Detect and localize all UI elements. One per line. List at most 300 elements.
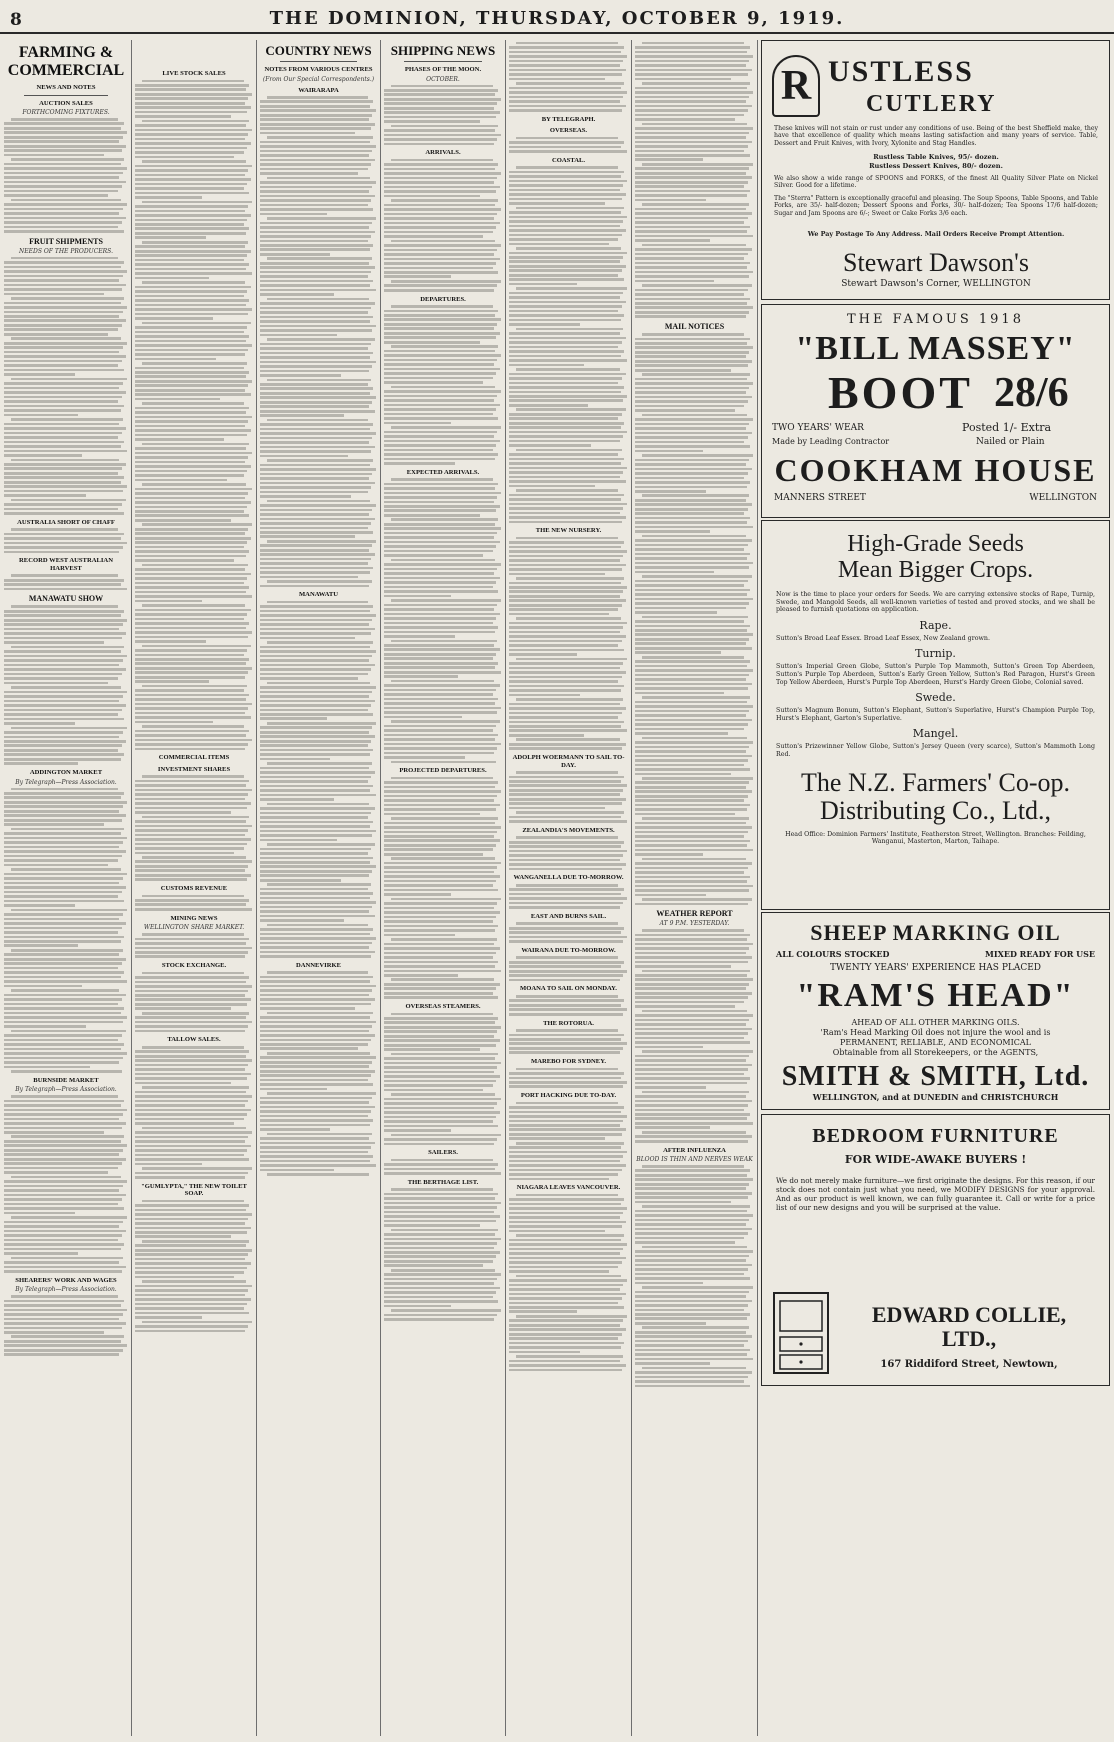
text-line	[4, 762, 78, 765]
text-line	[509, 725, 621, 728]
rustless-price-2: Rustless Dessert Knives, 80/- dozen.	[869, 162, 1003, 170]
text-line	[260, 311, 368, 314]
text-line	[135, 1055, 246, 1058]
text-line	[635, 795, 748, 798]
text-line	[4, 650, 121, 653]
text-line	[135, 111, 247, 114]
oil-right: MIXED READY FOR USE	[985, 949, 1095, 959]
text-line	[384, 1030, 497, 1033]
text-line	[135, 1136, 248, 1139]
text-line	[260, 1088, 327, 1091]
text-line	[260, 1007, 355, 1010]
text-line	[509, 332, 620, 335]
text-line	[509, 69, 626, 72]
text-line	[516, 537, 618, 540]
text-line	[384, 168, 495, 171]
text-line	[509, 260, 620, 263]
text-line	[391, 85, 492, 88]
text-line	[384, 253, 494, 256]
text-line	[384, 974, 458, 977]
text-line	[516, 42, 618, 45]
text-line	[135, 1253, 248, 1256]
text-line	[135, 393, 251, 396]
text-line	[509, 1221, 626, 1224]
text-line	[642, 929, 744, 932]
text-line	[11, 118, 118, 121]
bm-line-2: "BILL MASSEY"	[795, 330, 1076, 367]
text-line	[135, 820, 246, 823]
text-line	[635, 1095, 746, 1098]
text-line	[509, 1306, 624, 1309]
text-line	[260, 989, 372, 992]
bm-line-1: THE FAMOUS 1918	[847, 312, 1024, 327]
text-line	[135, 268, 246, 271]
text-line	[260, 623, 369, 626]
text-line	[260, 365, 372, 368]
text-line	[384, 422, 451, 425]
text-line	[635, 154, 750, 157]
text-line	[635, 719, 752, 722]
text-line	[4, 695, 123, 698]
text-line	[384, 111, 500, 114]
text-line	[384, 1291, 496, 1294]
text-line	[509, 555, 623, 558]
text-line	[260, 1061, 372, 1064]
text-line	[384, 116, 496, 119]
article-body	[4, 257, 128, 515]
text-line	[260, 700, 375, 703]
text-line	[509, 229, 626, 232]
text-line	[384, 390, 501, 393]
article-body	[509, 884, 628, 909]
text-line	[509, 494, 624, 497]
text-line	[391, 345, 498, 348]
text-line	[384, 595, 451, 598]
text-line	[509, 234, 622, 237]
text-line	[384, 138, 497, 141]
text-line	[267, 971, 368, 974]
text-line	[384, 177, 497, 180]
rustless-body-3: The "Sterra" Pattern is exceptionally graceful and pleasing. The Soup Spoons, Table Spoons, and Table Forks, are 35/- half-dozen; Dessert Spoons and Forks, 30/- half-dozen; Tea Spoons 17/6 half-dozen; Sugar and Jam Spoons are 6/-; Sweet or Cake Forks 3/6 each.	[774, 195, 1098, 217]
text-line	[509, 269, 622, 272]
text-line	[4, 328, 118, 331]
text-line	[4, 306, 127, 309]
text-line	[635, 190, 750, 193]
text-line	[635, 755, 752, 758]
text-line	[4, 700, 119, 703]
text-line	[635, 1201, 731, 1204]
text-line	[516, 1068, 618, 1071]
text-line	[260, 807, 375, 810]
text-line	[509, 1081, 627, 1084]
text-line	[384, 492, 501, 495]
text-line	[135, 878, 247, 881]
text-line	[4, 931, 118, 934]
text-line	[391, 857, 495, 860]
text-line	[135, 600, 202, 603]
text-line	[4, 163, 121, 166]
text-line	[260, 504, 376, 507]
text-line	[135, 595, 252, 598]
text-line	[509, 841, 624, 844]
text-line	[135, 976, 249, 979]
text-line	[509, 105, 626, 108]
text-line	[384, 314, 495, 317]
oil-company: SMITH & SMITH, Ltd.	[781, 1061, 1090, 1092]
section-heading-farming: FARMING & COMMERCIAL	[7, 44, 125, 79]
text-line	[635, 571, 714, 574]
text-line	[384, 368, 500, 371]
text-line	[260, 1021, 376, 1024]
article-body	[4, 1095, 128, 1272]
text-line	[509, 644, 618, 647]
text-line	[384, 458, 495, 461]
text-line	[4, 659, 123, 662]
article-heading: SHEARERS' WORK AND WAGES	[15, 1276, 117, 1284]
column-rule	[631, 40, 632, 1736]
text-line	[635, 360, 752, 363]
text-line	[635, 508, 748, 511]
text-line	[4, 122, 124, 125]
text-line	[509, 46, 624, 49]
text-line	[384, 822, 495, 825]
text-line	[260, 558, 371, 561]
text-line	[384, 1273, 501, 1276]
text-line	[4, 588, 127, 591]
text-line	[4, 927, 122, 930]
section-heading-shipping: SHIPPING NEWS	[390, 43, 496, 58]
text-line	[260, 567, 373, 570]
text-line	[635, 880, 747, 883]
text-line	[635, 1028, 752, 1031]
text-line	[516, 449, 622, 452]
text-line	[135, 698, 246, 701]
text-line	[4, 1153, 119, 1156]
text-line	[4, 895, 118, 898]
text-line	[4, 936, 124, 939]
text-line	[11, 1030, 125, 1033]
text-line	[260, 240, 368, 243]
text-line	[135, 452, 252, 455]
text-line	[635, 436, 748, 439]
text-line	[135, 461, 245, 464]
text-line	[4, 971, 124, 974]
text-line	[260, 1074, 371, 1077]
article-heading: MANAWATU SHOW	[28, 594, 104, 604]
text-line	[635, 781, 749, 784]
text-line	[4, 167, 127, 170]
text-line	[384, 613, 500, 616]
text-line	[384, 608, 494, 611]
text-line	[635, 499, 746, 502]
text-line	[135, 573, 251, 576]
text-line	[260, 343, 371, 346]
text-line	[635, 517, 750, 520]
text-line	[11, 1295, 118, 1298]
text-line	[260, 980, 370, 983]
text-line	[642, 777, 753, 780]
text-line	[4, 740, 126, 743]
text-line	[260, 361, 376, 364]
text-line	[509, 278, 624, 281]
text-line	[260, 610, 370, 613]
text-line	[135, 456, 248, 459]
text-line	[509, 807, 605, 810]
text-line	[260, 834, 372, 837]
text-line	[135, 829, 248, 832]
text-line	[391, 720, 500, 723]
bed-title: BEDROOM FURNITURE	[812, 1125, 1059, 1147]
text-line	[509, 189, 620, 192]
text-line	[135, 1021, 252, 1024]
text-line	[635, 1344, 744, 1347]
text-line	[135, 990, 248, 993]
text-line	[267, 1133, 372, 1136]
text-line	[635, 1183, 749, 1186]
text-line	[384, 992, 493, 995]
text-line	[635, 1082, 747, 1085]
text-line	[635, 764, 744, 767]
text-line	[135, 1316, 202, 1319]
text-line	[260, 1039, 371, 1042]
text-line	[384, 1314, 497, 1317]
text-line	[642, 123, 747, 126]
text-line	[260, 1106, 375, 1109]
text-line	[135, 748, 245, 751]
text-line	[4, 749, 118, 752]
text-line	[4, 796, 121, 799]
text-line	[384, 208, 501, 211]
text-line	[635, 1228, 752, 1231]
text-line	[509, 193, 626, 196]
text-line	[384, 622, 493, 625]
text-line	[635, 51, 747, 54]
text-line	[135, 1213, 252, 1216]
text-line	[384, 377, 493, 380]
text-line	[635, 127, 753, 130]
text-line	[260, 553, 375, 556]
article-body	[509, 1194, 628, 1371]
text-line	[384, 1138, 497, 1141]
article-body	[635, 333, 754, 905]
text-line	[635, 1219, 749, 1222]
text-line	[384, 453, 498, 456]
text-line	[260, 320, 370, 323]
text-line	[260, 293, 334, 296]
text-line	[635, 378, 747, 381]
text-line	[4, 823, 104, 826]
text-line	[509, 863, 626, 866]
text-line	[4, 542, 127, 545]
text-line	[384, 689, 496, 692]
article-heading: AUCTION SALES	[39, 99, 93, 107]
text-line	[516, 617, 621, 620]
text-line	[267, 682, 370, 685]
text-line	[260, 870, 372, 873]
text-line	[509, 559, 620, 562]
text-line	[4, 1025, 86, 1028]
text-line	[260, 668, 371, 671]
text-line	[4, 319, 126, 322]
text-line	[267, 419, 368, 422]
text-line	[135, 416, 252, 419]
text-line	[11, 1176, 120, 1179]
text-line	[135, 955, 245, 958]
text-line	[635, 602, 749, 605]
text-line	[135, 196, 202, 199]
text-line	[135, 734, 246, 737]
text-line	[4, 149, 122, 152]
text-line	[384, 163, 498, 166]
text-line	[635, 728, 744, 731]
text-line	[635, 1241, 735, 1244]
text-line	[135, 707, 248, 710]
text-line	[4, 1185, 123, 1188]
text-line	[135, 874, 251, 877]
text-line	[260, 132, 355, 135]
text-line	[384, 1026, 501, 1029]
text-line	[635, 1376, 748, 1379]
text-line	[135, 272, 252, 275]
text-line	[135, 811, 231, 814]
text-line	[635, 1385, 750, 1388]
text-line	[509, 485, 595, 488]
text-line	[635, 1232, 748, 1235]
text-line	[642, 1091, 749, 1094]
text-line	[509, 590, 623, 593]
text-line	[516, 368, 620, 371]
text-line	[391, 240, 495, 243]
text-line	[391, 1013, 492, 1016]
text-line	[635, 423, 749, 426]
text-line	[260, 464, 370, 467]
text-line	[635, 355, 746, 358]
text-line	[135, 434, 247, 437]
text-line	[635, 678, 746, 681]
text-line	[4, 814, 126, 817]
text-line	[509, 1212, 623, 1215]
text-line	[635, 674, 749, 677]
oil-line-5: AHEAD OF ALL OTHER MARKING OILS.	[851, 1018, 1020, 1027]
text-line	[509, 1042, 627, 1045]
text-line	[4, 1331, 104, 1334]
text-line	[4, 623, 123, 626]
text-line	[384, 970, 501, 973]
text-line	[135, 847, 244, 850]
article-body	[509, 771, 628, 823]
article-body	[509, 922, 628, 943]
text-line	[4, 279, 119, 282]
text-line	[135, 1285, 252, 1288]
text-line	[391, 125, 498, 128]
text-line	[260, 717, 327, 720]
text-line	[135, 295, 244, 298]
text-line	[135, 1294, 245, 1297]
text-line	[260, 410, 375, 413]
text-line	[135, 899, 249, 902]
text-line	[509, 382, 618, 385]
text-line	[135, 420, 248, 423]
text-line	[4, 1300, 124, 1303]
text-line	[509, 359, 627, 362]
text-line	[4, 181, 126, 184]
text-line	[509, 1038, 621, 1041]
text-line	[509, 1137, 605, 1140]
text-line	[635, 647, 752, 650]
text-line	[135, 1118, 244, 1121]
text-line	[635, 176, 752, 179]
article-heading: SAILERS.	[428, 1149, 458, 1157]
text-line	[509, 1155, 623, 1158]
text-line	[384, 781, 498, 784]
text-line	[4, 414, 78, 417]
article-heading: BY TELEGRAPH.	[541, 115, 596, 123]
text-line	[384, 523, 495, 526]
text-line	[509, 462, 621, 465]
text-line	[384, 1107, 494, 1110]
text-line	[516, 811, 624, 814]
text-line	[4, 877, 123, 880]
text-line	[384, 444, 496, 447]
text-line	[384, 799, 494, 802]
text-line	[635, 692, 724, 695]
text-line	[509, 96, 623, 99]
text-line	[384, 267, 493, 270]
text-line	[260, 821, 373, 824]
column-country-news	[260, 40, 377, 1736]
text-line	[635, 315, 746, 318]
text-line	[4, 841, 123, 844]
text-line	[384, 1039, 500, 1042]
text-line	[509, 1160, 620, 1163]
text-line	[509, 435, 623, 438]
text-line	[635, 387, 749, 390]
text-line	[260, 767, 369, 770]
text-line	[635, 418, 753, 421]
article-heading: MAIL NOTICES	[664, 322, 725, 332]
text-line	[135, 908, 252, 911]
text-line	[516, 1315, 627, 1318]
text-line	[635, 705, 753, 708]
text-line	[509, 1120, 623, 1123]
text-line	[4, 140, 119, 143]
text-line	[635, 248, 752, 251]
text-line	[509, 373, 626, 376]
text-line	[384, 1238, 501, 1241]
text-line	[260, 655, 372, 658]
text-line	[267, 217, 376, 220]
text-line	[509, 780, 621, 783]
text-line	[635, 114, 744, 117]
text-line	[509, 974, 623, 977]
text-line	[135, 389, 245, 392]
text-line	[135, 299, 249, 302]
text-line	[260, 664, 375, 667]
text-line	[635, 822, 746, 825]
text-line	[635, 844, 747, 847]
text-line	[4, 391, 126, 394]
text-line	[260, 535, 355, 538]
text-line	[135, 1249, 252, 1252]
text-line	[635, 642, 746, 645]
text-line	[509, 1203, 621, 1206]
text-line	[384, 983, 500, 986]
text-line	[384, 1172, 501, 1175]
text-line	[516, 328, 623, 331]
text-line	[635, 1322, 706, 1325]
text-line	[260, 1025, 372, 1028]
text-line	[260, 1119, 373, 1122]
